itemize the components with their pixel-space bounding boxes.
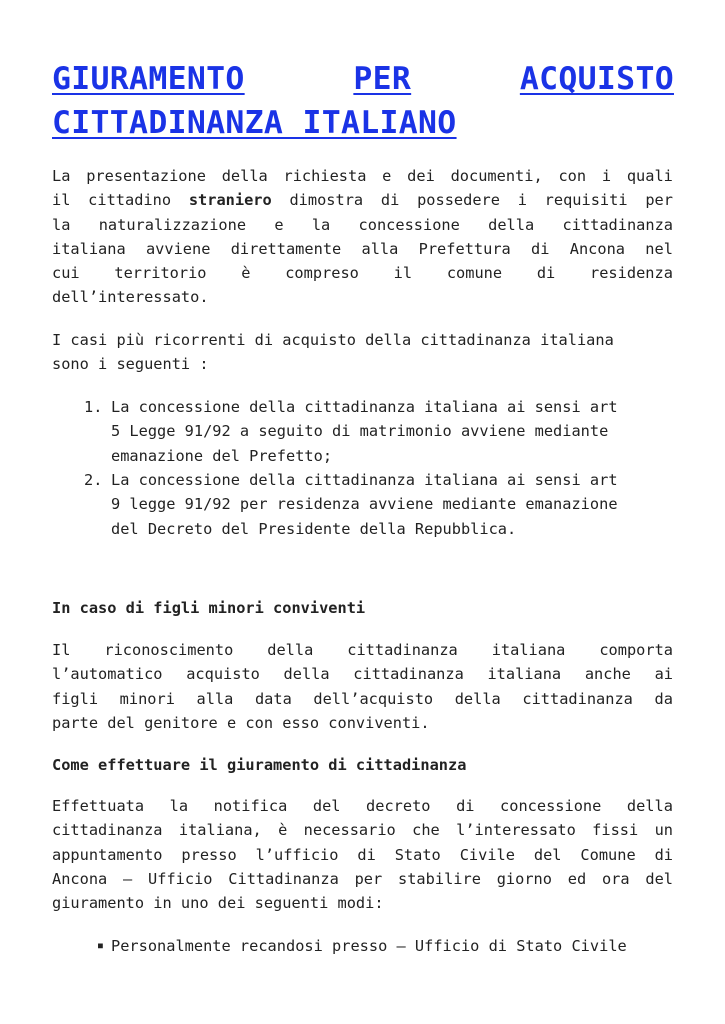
word: direttamente	[230, 239, 342, 258]
word: cittadinanza	[562, 215, 673, 234]
title-word: PER	[353, 61, 412, 97]
word: del	[645, 869, 673, 888]
text-line: I casi più ricorrenti di acquisto della cittadinanza italiana	[52, 331, 614, 349]
title-line-1	[52, 57, 674, 101]
word: possedere	[417, 191, 500, 210]
word: cittadinanza	[522, 689, 633, 708]
word: il	[393, 264, 413, 283]
word: è	[278, 821, 288, 840]
word: avviene	[145, 239, 211, 258]
word: ai	[654, 665, 673, 684]
word: Ancona	[52, 869, 108, 888]
word: italiana,	[178, 821, 262, 840]
word: stabilire	[398, 869, 481, 888]
word: la	[52, 215, 71, 234]
bullet-icon: ■	[98, 941, 103, 950]
word: di	[654, 845, 673, 864]
word: dell’acquisto	[313, 689, 434, 708]
text-line	[52, 188, 673, 212]
text-line	[52, 237, 673, 261]
text-line: La concessione della cittadinanza italiana ai sensi art	[111, 398, 618, 416]
title-word: ACQUISTO	[519, 61, 674, 97]
word: Il	[52, 641, 71, 659]
oath-paragraph	[52, 794, 673, 915]
word: alla	[361, 239, 399, 258]
word: –	[123, 869, 133, 888]
word: dei	[407, 167, 435, 185]
word: italiana	[491, 641, 566, 659]
text-line: La concessione della cittadinanza italiana ai sensi art	[111, 471, 618, 489]
word: per	[354, 869, 383, 888]
text-line: del Decreto del Presidente della Repubblica.	[111, 519, 517, 538]
word: cittadino	[88, 191, 172, 210]
word: fissi	[592, 821, 639, 840]
word: da	[654, 689, 673, 708]
intro-paragraph	[52, 164, 673, 310]
text-line: giuramento in uno dei seguenti modi:	[52, 894, 384, 913]
word: ed	[567, 869, 587, 888]
word: cui	[52, 264, 80, 283]
word: Prefettura	[418, 239, 511, 258]
word: concessione	[500, 797, 602, 815]
word: di	[531, 239, 550, 258]
word: è	[241, 264, 251, 283]
word: data	[254, 689, 292, 708]
word: e	[382, 167, 392, 185]
text-line	[52, 213, 673, 237]
text-line: sono i seguenti :	[52, 355, 209, 374]
word: della	[221, 167, 268, 185]
word: acquisto	[186, 665, 260, 684]
word: della	[283, 665, 330, 684]
word: la	[169, 797, 189, 815]
word: i	[601, 167, 612, 185]
text-line	[52, 261, 673, 285]
word: del	[312, 797, 341, 815]
word: presentazione	[86, 167, 206, 185]
text-line: dell’interessato.	[52, 288, 209, 307]
text-line: 9 legge 91/92 per residenza avviene mediante emanazione	[111, 495, 618, 514]
word: l’automatico	[52, 665, 163, 684]
word: anche	[584, 665, 631, 684]
word: l’ufficio	[255, 845, 339, 864]
word: con	[558, 167, 587, 185]
list-number: 2.	[84, 471, 103, 489]
word: necessario	[303, 821, 396, 840]
text-line	[52, 662, 673, 686]
word: Ancona	[569, 239, 625, 258]
word: richiesta	[283, 167, 367, 185]
word: Ufficio	[148, 869, 213, 888]
text-line	[52, 687, 673, 711]
word: della	[488, 215, 535, 234]
word: comune	[446, 264, 503, 283]
word: di	[380, 191, 400, 210]
word: di	[357, 845, 376, 864]
word: La	[52, 167, 71, 185]
text-line	[52, 867, 673, 891]
text-line	[52, 164, 673, 188]
section-heading: Come effettuare il giuramento di cittadinanza	[52, 756, 467, 774]
word: giorno	[496, 869, 552, 888]
word: Civile	[459, 845, 515, 864]
word: decreto	[366, 797, 431, 815]
word: e	[274, 215, 284, 234]
word: requisiti	[544, 191, 628, 210]
word: presso	[181, 845, 237, 864]
word: appuntamento	[52, 845, 163, 864]
word: cittadinanza	[52, 821, 163, 840]
cases-paragraph	[52, 328, 673, 377]
word: minori	[119, 689, 175, 708]
word: Effettuata	[52, 797, 145, 815]
word: documenti,	[450, 167, 543, 185]
text-line: emanazione del Prefetto;	[111, 446, 333, 465]
word: della	[626, 797, 673, 815]
children-paragraph	[52, 638, 673, 735]
text-line	[52, 638, 673, 662]
bullet-list-item	[111, 934, 673, 958]
word: dimostra	[289, 191, 364, 210]
word: per	[645, 191, 673, 210]
word: la	[311, 215, 331, 234]
word: figli	[52, 689, 99, 708]
text-line	[52, 794, 673, 818]
word: cittadinanza	[347, 641, 458, 659]
word: quali	[626, 167, 673, 185]
word: naturalizzazione	[98, 215, 247, 234]
word: alla	[196, 689, 234, 708]
word: ora	[601, 869, 630, 888]
word: cittadinanza	[353, 665, 464, 684]
word: un	[654, 821, 673, 840]
word: i	[517, 191, 527, 210]
word: della	[454, 689, 501, 708]
word: riconoscimento	[104, 641, 234, 659]
word: l’interessato	[456, 821, 576, 840]
word: comporta	[599, 641, 673, 659]
word: di	[536, 264, 556, 283]
page-title[interactable]	[52, 57, 674, 145]
word: italiana	[52, 239, 126, 258]
section-heading: In caso di figli minori conviventi	[52, 599, 366, 617]
text-line	[52, 843, 673, 867]
word: di	[456, 797, 475, 815]
word: territorio	[114, 264, 207, 283]
title-line-2: CITTADINANZA ITALIANO	[52, 105, 457, 141]
bold-word: straniero	[188, 191, 272, 210]
word: che	[412, 821, 440, 840]
word: residenza	[590, 264, 673, 283]
word: Stato	[394, 845, 441, 864]
text-line: Personalmente recandosi presso – Ufficio di Stato Civile	[111, 937, 627, 955]
word: notifica	[213, 797, 288, 815]
word: nel	[645, 239, 673, 258]
word: del	[533, 845, 562, 864]
word: concessione	[358, 215, 460, 234]
word: della	[267, 641, 314, 659]
text-line: 5 Legge 91/92 a seguito di matrimonio avviene mediante	[111, 422, 609, 441]
list-number: 1.	[84, 398, 103, 416]
word: compreso	[285, 264, 359, 283]
word: Comune	[580, 845, 636, 864]
word: Cittadinanza	[228, 869, 339, 888]
text-line	[52, 818, 673, 842]
title-word: GIURAMENTO	[52, 61, 245, 97]
word: il	[52, 191, 71, 210]
word: italiana	[487, 665, 562, 684]
text-line: parte del genitore e con esso conviventi.	[52, 713, 430, 732]
